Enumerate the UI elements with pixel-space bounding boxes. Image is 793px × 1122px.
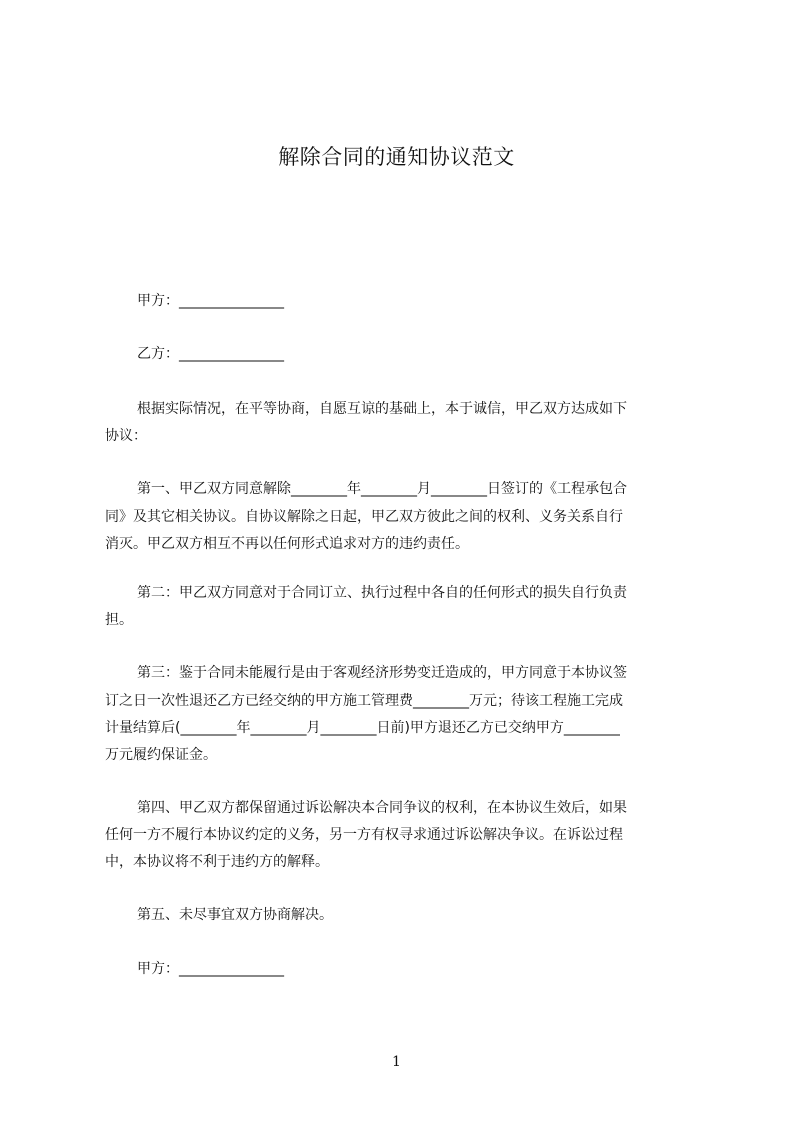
intro-line-1: 根据实际情况，在平等协商，自愿互谅的基础上，本于诚信，甲乙双方达成如下 xyxy=(137,401,627,417)
clause3-line-1: 第三：鉴于合同未能履行是由于客观经济形势变迁造成的，甲方同意于本协议签 xyxy=(137,665,627,681)
intro-line-2: 协议： xyxy=(105,428,147,444)
clause3-line-3: 计量结算后(________年________月________日前)甲方退还乙方已交纳甲方________ xyxy=(105,720,620,736)
party-b-line: 乙方：_______________ xyxy=(137,346,284,362)
clause4-line-1: 第四、甲乙双方都保留通过诉讼解决本合同争议的权利，在本协议生效后，如果 xyxy=(137,800,627,816)
clause2-line-2: 担。 xyxy=(105,612,133,628)
clause5-line: 第五、未尽事宜双方协商解决。 xyxy=(137,907,333,923)
clause1-line-2: 同》及其它相关协议。自协议解除之日起，甲乙双方彼此之间的权利、义务关系自行 xyxy=(105,509,623,525)
page-number: 1 xyxy=(392,1054,401,1070)
clause4-line-2: 任何一方不履行本协议约定的义务，另一方有权寻求通过诉讼解决争议。在诉讼过程 xyxy=(105,827,623,843)
clause1-line-1: 第一、甲乙双方同意解除________年________月________日签订的《工程承包合 xyxy=(137,481,627,497)
clause3-line-4: 万元履约保证金。 xyxy=(105,747,217,763)
clause2-line-1: 第二：甲乙双方同意对于合同订立、执行过程中各自的任何形式的损失自行负责 xyxy=(137,585,627,601)
clause3-line-2: 订之日一次性退还乙方已经交纳的甲方施工管理费________万元；待该工程施工完成 xyxy=(105,693,623,709)
party-a-line: 甲方：_______________ xyxy=(137,293,284,309)
party-a-sign-line: 甲方：_______________ xyxy=(137,961,284,977)
document-title: 解除合同的通知协议范文 xyxy=(278,145,515,169)
clause4-line-3: 中，本协议将不利于违约方的解释。 xyxy=(105,854,329,870)
clause1-line-3: 消灭。甲乙双方相互不再以任何形式追求对方的违约责任。 xyxy=(105,536,469,552)
